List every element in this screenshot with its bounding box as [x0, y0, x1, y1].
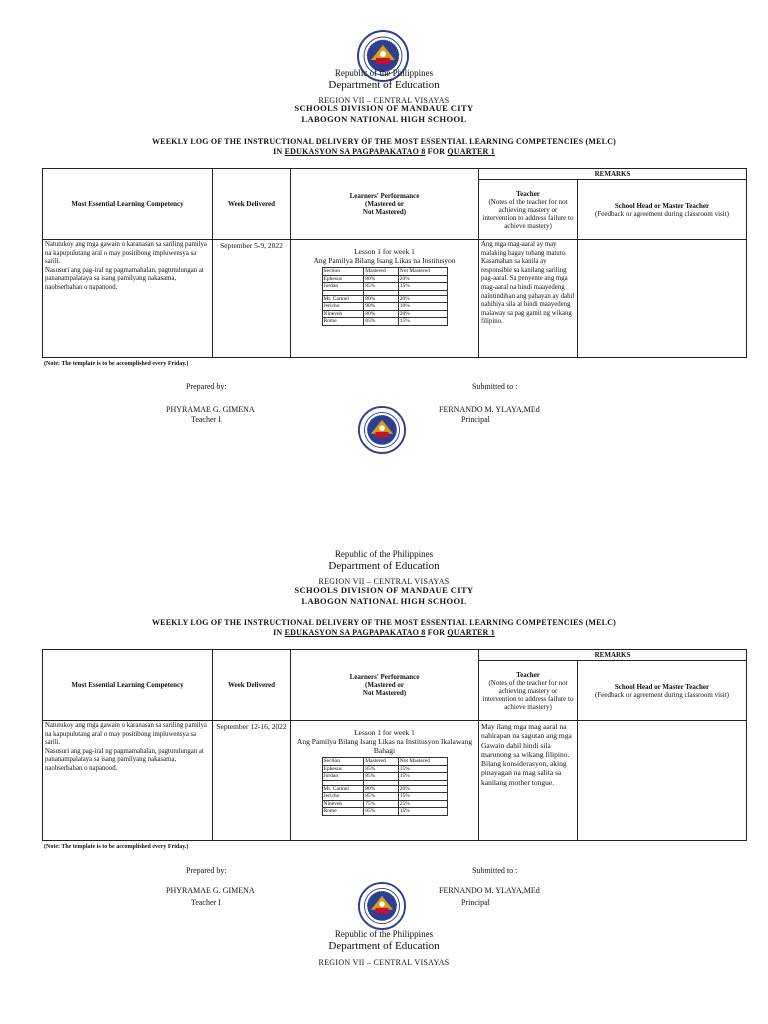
table-row: Mt. Carmel 80% 20% [322, 785, 447, 793]
table-row: Mt. Carmel 80% 20% [322, 295, 447, 303]
header-competency: Most Essential Learning Competency [43, 650, 213, 721]
header-competency: Most Essential Learning Competency [43, 169, 213, 240]
table-row: Jordan 85% 15% [322, 773, 447, 781]
division-line: SCHOOLS DIVISION OF MANDAUE CITY [294, 585, 474, 595]
lesson-title: Ang Pamilya Bilang Isang Likas na Institusyon [313, 256, 456, 265]
table-row: Nineveh 75% 25% [322, 800, 447, 808]
school-line: LABOGON NATIONAL HIGH SCHOOL [301, 596, 467, 606]
competency-cell: Natutukoy ang mga gawain o karanasan sa sariling pamilya na kapupulutang aral o may positibong impluwensya sa sarili. Nasusuri ang pag-iral ng pagmamahalan, pagtutulungan at pananampalataya sa isang pamilyang nakasama, naobserbahan o napanood. [43, 721, 213, 841]
department-line: Department of Education [328, 940, 440, 952]
header-performance: Learners' Performance (Mastered or Not Mastered) [291, 169, 479, 240]
header-week: Week Delivered [213, 169, 291, 240]
submitted-to-label: Submitted to : [472, 382, 518, 391]
deped-seal-icon [358, 882, 406, 930]
principal-title: Principal [461, 898, 490, 907]
deped-seal-icon [358, 406, 406, 454]
teacher-remarks-cell: Ang mga mag-aaral ay may malaking bagay tuhang matuto. Kasamahan sa kanila ay responsible sa kanilang sariling pag-aaral. Sa penyente ang mga mag-aaral na hindi maayedeng naintindihan ang pahayan ay dahil nahihiya sila at hindi maayedeng malaway sa pag gamit ng wikang filipino. [479, 240, 578, 358]
region-line: REGION VII – CENTRAL VISAYAS [318, 96, 450, 105]
division-line: SCHOOLS DIVISION OF MANDAUE CITY [294, 103, 474, 113]
week-cell: September 12-16, 2022 [213, 721, 291, 841]
teacher-name: PHYRAMAE G. GIMENA [166, 405, 255, 414]
performance-cell [291, 240, 479, 358]
section-results-table: Section Mastered Not Mastered Ephesus 85% 15% Jordan 85% 15% Mt. Carmel 80% 20% Jericho 85% 15% Nineveh 75% 25% Rome 85% 15% [322, 757, 448, 816]
header-teacher: Teacher (Notes of the teacher for not achieving mastery or intervention to address failure to achieve mastery) [479, 661, 578, 721]
log-title: WEEKLY LOG OF THE INSTRUCTIONAL DELIVERY OF THE MOST ESSENTIAL LEARNING COMPETENCIES (MELC) [151, 137, 617, 146]
log-title: WEEKLY LOG OF THE INSTRUCTIONAL DELIVERY OF THE MOST ESSENTIAL LEARNING COMPETENCIES (MELC) [151, 618, 617, 627]
table-row: Rome 85% 15% [322, 318, 447, 326]
head-remarks-cell [578, 721, 747, 841]
region-line: REGION VII – CENTRAL VISAYAS [318, 958, 450, 967]
table-row: Nineveh 80% 20% [322, 310, 447, 318]
table-row: Jordan 85% 15% [322, 283, 447, 291]
table-row: Ephesus 85% 15% [322, 765, 447, 773]
header-teacher: Teacher (Notes of the teacher for not achieving mastery or intervention to address failure to achieve mastery) [479, 180, 578, 240]
log-subtitle: IN EDUKASYON SA PAGPAPAKATAO 8 FOR QUARTER 1 [273, 628, 495, 637]
republic-line: Republic of the Philippines [334, 929, 434, 939]
principal-title: Principal [461, 415, 490, 424]
teacher-remarks-cell: May ilang mga mag aaral na nahirapan na sagutan ang mga Gawain dahil hindi sila marunong sa wikang filipino. Bilang konsiderasyon, aking pinayagan na mag salita sa kanilang mother tongue. [479, 721, 578, 841]
teacher-name: PHYRAMAE G. GIMENA [166, 886, 255, 895]
prepared-by-label: Prepared by: [186, 866, 227, 875]
log-subtitle: IN EDUKASYON SA PAGPAPAKATAO 8 FOR QUARTER 1 [273, 147, 495, 156]
header-performance: Learners' Performance (Mastered or Not Mastered) [291, 650, 479, 721]
lesson-title: Ang Pamilya Bilang Isang Likas na Institusyon Ikalawang Bahagi [296, 737, 473, 755]
head-remarks-cell [578, 240, 747, 358]
republic-line: Republic of the Philippines [334, 549, 434, 559]
template-note: (Note: The template is to be accomplished every Friday.) [44, 844, 189, 850]
submitted-to-label: Submitted to : [472, 866, 518, 875]
republic-line: Republic of the Philippines [334, 68, 434, 78]
teacher-title: Teacher I [191, 415, 221, 424]
table-row: Rome 85% 15% [322, 808, 447, 816]
table-row: Jericho 90% 10% [322, 303, 447, 311]
principal-name: FERNANDO M. YLAYA,MEd [439, 405, 540, 414]
template-note: (Note: The template is to be accomplished every Friday.) [44, 361, 189, 367]
section-results-table: Section Mastered Not Mastered Ephesus 80% 20% Jordan 85% 15% Mt. Carmel 80% 20% Jericho 90% 10% Nineveh 80% 20% Rome 85% 15% [322, 267, 448, 326]
department-line: Department of Education [328, 560, 440, 572]
prepared-by-label: Prepared by: [186, 382, 227, 391]
school-line: LABOGON NATIONAL HIGH SCHOOL [301, 114, 467, 124]
performance-cell [291, 721, 479, 841]
week-cell: September 5-9, 2022 [213, 240, 291, 358]
header-head: School Head or Master Teacher (Feedback or agreement during classroom visit) [578, 180, 747, 240]
header-head: School Head or Master Teacher (Feedback or agreement during classroom visit) [578, 661, 747, 721]
melc-log-table [42, 168, 747, 358]
header-remarks: REMARKS [479, 169, 747, 180]
principal-name: FERNANDO M. YLAYA,MEd [439, 886, 540, 895]
lesson-label: Lesson 1 for week 1 [354, 728, 415, 737]
table-row: Ephesus 80% 20% [322, 275, 447, 283]
melc-log-table [42, 649, 747, 841]
header-week: Week Delivered [213, 650, 291, 721]
region-line: REGION VII – CENTRAL VISAYAS [318, 577, 450, 586]
teacher-title: Teacher I [191, 898, 221, 907]
header-remarks: REMARKS [479, 650, 747, 661]
department-line: Department of Education [328, 79, 440, 91]
competency-cell: Natutukoy ang mga gawain o karanasan sa sariling pamilya na kapupulutang aral o may positibong impluwensya sa sarili. Nasusuri ang pag-iral ng pagmamahalan, pagtutulungan at pananampalataya sa isang pamilyang nakasama, naobserbahan o napanood. [43, 240, 213, 358]
lesson-label: Lesson 1 for week 1 [354, 247, 415, 256]
table-row: Jericho 85% 15% [322, 793, 447, 801]
